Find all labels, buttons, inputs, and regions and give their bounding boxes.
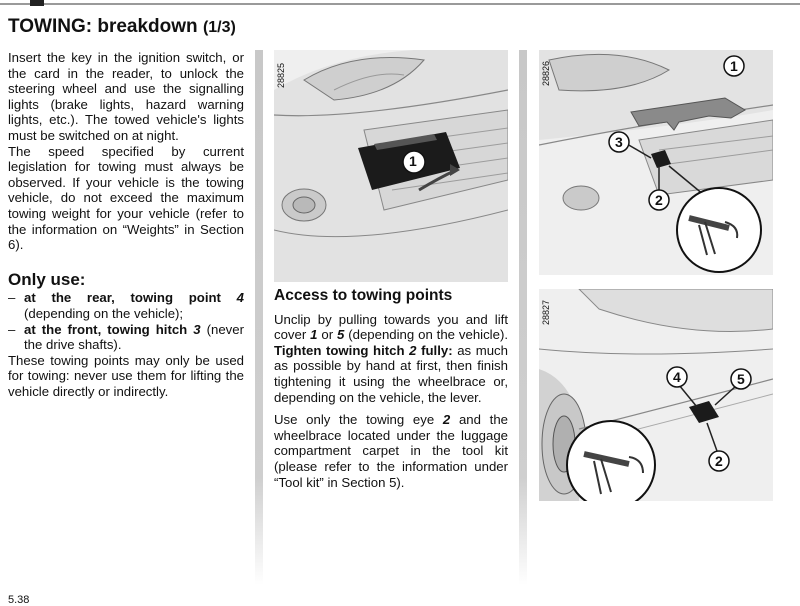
list-item-rest: (never the drive shafts).: [24, 321, 245, 353]
rear-towing-point-figure: [539, 289, 773, 501]
rear-towing-point-illustration: [539, 289, 773, 501]
list-item-rest: (depending on the vehicle);: [24, 305, 184, 321]
left-column: [8, 50, 244, 399]
figure-id: 28825: [276, 62, 286, 88]
page-number: 5.38: [8, 594, 30, 606]
callout-3: 3: [615, 134, 623, 150]
page-title-part: (1/3): [202, 19, 236, 36]
towing-eye-paragraph: Use only the towing eye 2 and the wheelbrace located under the luggage compartment carpet in the tool kit (please refer to the information under “Tool kit” in Section 5).: [274, 412, 508, 490]
front-bumper-illustration: [274, 50, 508, 282]
ignition-paragraph: Insert the key in the ignition switch, or the card in the reader, to unlock the steering wheel and use the signalling lights (brake lights, hazard warning lights, etc.). The towed vehicle's lights must be switched on at night.: [8, 50, 244, 143]
usage-warning-paragraph: These towing points may only be used for towing: never use them for lifting the vehicle directly or indirectly.: [8, 352, 244, 399]
callout-1: 1: [409, 153, 417, 169]
list-item-bold: at the front, towing hitch: [24, 321, 194, 337]
middle-column: [274, 288, 508, 497]
callout-5: 5: [737, 371, 745, 387]
speed-paragraph: The speed specified by current legislation for towing must always be observed. If your vehicle is the towing vehicle, do not exceed the maximum towing weight for your vehicle (refer to the information on “Weights” in Section 6).: [8, 143, 244, 253]
dash-bullet: –: [8, 290, 16, 306]
list-item: [8, 290, 244, 321]
figure-id: 28826: [541, 60, 551, 86]
front-hitch-illustration: [539, 50, 773, 275]
front-bumper-figure: [274, 50, 508, 282]
figure-id: 28827: [541, 299, 551, 325]
list-item: [8, 322, 244, 353]
page-title-text: TOWING: breakdown: [8, 16, 198, 37]
towing-points-list: [8, 290, 244, 352]
only-use-heading: Only use:: [8, 269, 86, 289]
top-rule: [0, 3, 800, 5]
list-item-ref: 3: [193, 321, 201, 337]
page-title: [8, 16, 236, 38]
column-separator-left: [255, 50, 263, 585]
column-separator-right: [519, 50, 527, 585]
dash-bullet: –: [8, 321, 16, 337]
access-heading: Access to towing points: [274, 287, 453, 304]
top-tab-marker: [30, 0, 44, 6]
callout-2: 2: [715, 453, 723, 469]
list-item-bold: at the rear, towing point: [24, 290, 237, 306]
unclip-paragraph: Unclip by pulling towards you and lift cover 1 or 5 (depending on the vehicle). Tighten towing hitch 2 fully: as much as possible by hand at first, then finish tightening it using the wheelbrace or, depending on the vehicle, the lever.: [274, 311, 508, 405]
callout-4: 4: [673, 369, 681, 385]
list-item-ref: 4: [236, 290, 244, 306]
callout-1: 1: [730, 58, 738, 74]
callout-2: 2: [655, 192, 663, 208]
front-hitch-figure: [539, 50, 773, 275]
